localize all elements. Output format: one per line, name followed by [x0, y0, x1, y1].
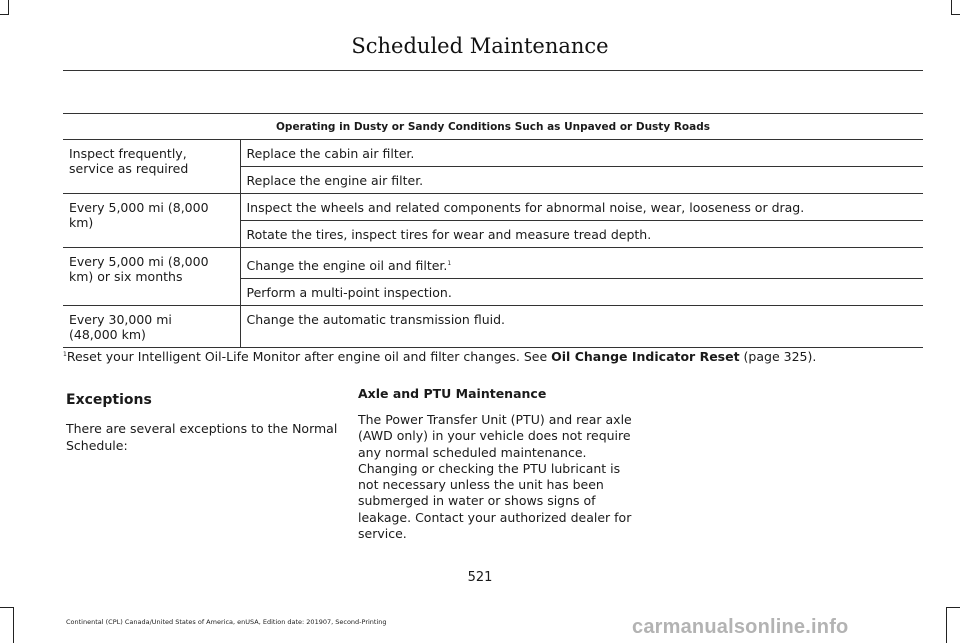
table-row: [63, 306, 923, 348]
task-cell: Inspect the wheels and related components for abnormal noise, wear, looseness or drag.: [240, 194, 923, 221]
maintenance-table: [63, 113, 923, 348]
crop-mark: [0, 607, 13, 608]
crop-mark: [951, 14, 960, 15]
task-cell: Rotate the tires, inspect tires for wear and measure tread depth.: [240, 221, 923, 248]
crop-mark: [951, 0, 952, 14]
interval-line: (48,000 km): [69, 327, 146, 342]
footnote-marker: 1: [63, 350, 67, 358]
page-number: 521: [467, 570, 493, 585]
table-row: [63, 140, 923, 167]
section-heading-exceptions: Exceptions: [66, 392, 152, 408]
cross-reference-link[interactable]: Oil Change Indicator Reset: [551, 349, 740, 364]
watermark: carmanualsonline.info: [632, 616, 849, 638]
footnote-text: Reset your Intelligent Oil-Life Monitor after engine oil and filter changes. See: [66, 349, 552, 364]
table-heading: Operating in Dusty or Sandy Conditions Such as Unpaved or Dusty Roads: [63, 114, 923, 140]
footnote-marker: 1: [447, 259, 452, 267]
table-row: [63, 194, 923, 221]
task-cell: Replace the cabin air filter.: [240, 140, 923, 167]
crop-mark: [0, 14, 9, 15]
task-cell: Replace the engine air filter.: [240, 167, 923, 194]
exceptions-paragraph: There are several exceptions to the Normal Schedule:: [66, 421, 338, 453]
section-heading-axle-ptu: Axle and PTU Maintenance: [358, 386, 547, 401]
edition-footer: Continental (CPL) Canada/United States of America, enUSA, Edition date: 201907, Second-Printing: [66, 618, 387, 626]
interval-cell: Inspect frequently, service as required: [63, 140, 240, 194]
interval-cell: [63, 306, 240, 348]
crop-mark: [946, 607, 947, 643]
crop-mark: [946, 607, 960, 608]
task-cell: Perform a multi-point inspection.: [240, 279, 923, 306]
task-cell: Change the automatic transmission fluid.: [240, 306, 923, 348]
page-reference: (page 325).: [739, 349, 817, 364]
crop-mark: [8, 0, 9, 14]
axle-ptu-paragraph: The Power Transfer Unit (PTU) and rear axle (AWD only) in your vehicle does not require any normal scheduled maintenance. Changing or checking the PTU lubricant is not necessary unless the unit has been submerged in water or shows signs of leakage. Contact your authorized dealer for service.: [358, 412, 632, 542]
table-row: [63, 248, 923, 279]
page-title: Scheduled Maintenance: [351, 34, 609, 58]
task-cell: [240, 248, 923, 279]
task-text: Change the engine oil and filter.: [246, 258, 448, 273]
interval-line: Every 30,000 mi: [69, 312, 172, 327]
interval-cell: Every 5,000 mi (8,000 km): [63, 194, 240, 248]
table-footnote: [63, 349, 923, 364]
crop-mark: [13, 607, 14, 643]
interval-cell: Every 5,000 mi (8,000 km) or six months: [63, 248, 240, 306]
header-divider: [63, 70, 923, 71]
